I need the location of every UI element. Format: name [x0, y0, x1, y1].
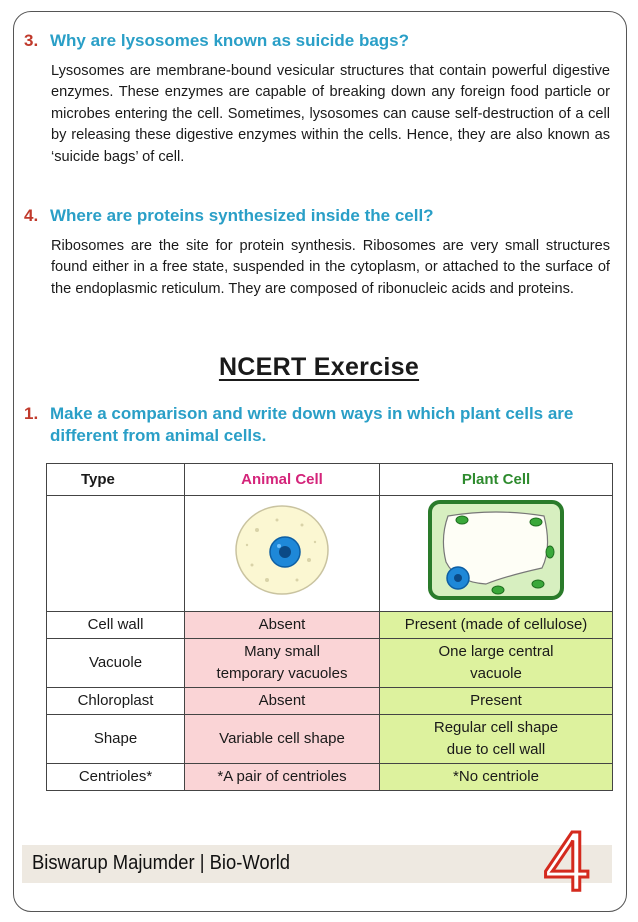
plant-value [380, 639, 613, 688]
row-type: Cell wall [47, 612, 185, 639]
question-text: Where are proteins synthesized inside the cell? [50, 206, 434, 225]
plant-value: Present [380, 688, 613, 715]
answer-text: Lysosomes are membrane-bound vesicular structures that contain powerful digestive enzymes. These enzymes are capable of breaking down any foreign food particle or microbes entering the cell. Sometimes, lysosomes can cause self-destruction of a cell by releasing these digestive enzymes within the cells. Hence, they are also known as ‘suicide bags’ of cell. [51, 63, 610, 165]
header-plant-cell: Plant Cell [380, 464, 613, 496]
plant-value-line: One large central [438, 643, 554, 660]
table-row [47, 715, 613, 764]
question-number: 4. [24, 206, 39, 225]
header-animal-cell: Animal Cell [185, 464, 380, 496]
question-text: Make a comparison and write down ways in which plant cells are different from animal cells. [50, 404, 574, 445]
row-type: Centrioles* [47, 764, 185, 791]
plant-value-line: due to cell wall [446, 741, 546, 758]
plant-value-line: Regular cell shape [433, 719, 559, 736]
animal-value-line: temporary vacuoles [216, 665, 348, 682]
plant-cell-illustration [426, 498, 566, 602]
page-number-text: 4 [543, 818, 591, 898]
table-header-row [47, 464, 613, 496]
animal-cell-illustration-cell [185, 496, 380, 612]
table-row [47, 639, 613, 688]
plant-value-line: vacuole [470, 665, 522, 682]
animal-value: Absent [185, 688, 380, 715]
table-row [47, 688, 613, 715]
page-number [531, 818, 603, 898]
question-4 [24, 205, 610, 300]
empty-cell [47, 496, 185, 612]
footer-author: Biswarup Majumder | Bio-World [32, 852, 291, 874]
table-row-images [47, 496, 613, 612]
row-type: Vacuole [47, 639, 185, 688]
question-number: 1. [24, 404, 39, 423]
row-type: Chloroplast [47, 688, 185, 715]
comparison-table [46, 463, 613, 791]
plant-value: *No centriole [380, 764, 613, 791]
header-type: Type [47, 464, 185, 496]
animal-cell-illustration [227, 500, 337, 600]
plant-value: Present (made of cellulose) [380, 612, 613, 639]
table-row [47, 764, 613, 791]
question-3 [24, 30, 610, 168]
question-text: Why are lysosomes known as suicide bags? [50, 31, 410, 50]
table-row [47, 612, 613, 639]
section-title [0, 353, 638, 382]
answer-text: Ribosomes are the site for protein synthesis. Ribosomes are very small structures found either in a free state, suspended in the cytoplasm, or attached to the surface of the endoplasmic reticulum. They are composed of ribonucleic acids and proteins. [51, 238, 610, 297]
animal-value: Absent [185, 612, 380, 639]
footer-bar [22, 845, 612, 883]
plant-value [380, 715, 613, 764]
question-number: 3. [24, 31, 39, 50]
section-title-text: NCERT Exercise [218, 353, 420, 381]
row-type: Shape [47, 715, 185, 764]
animal-value: Variable cell shape [185, 715, 380, 764]
animal-value [185, 639, 380, 688]
plant-cell-illustration-cell [380, 496, 613, 612]
animal-value-line: Many small [244, 643, 320, 660]
animal-value: *A pair of centrioles [185, 764, 380, 791]
exercise-1 [24, 403, 610, 447]
